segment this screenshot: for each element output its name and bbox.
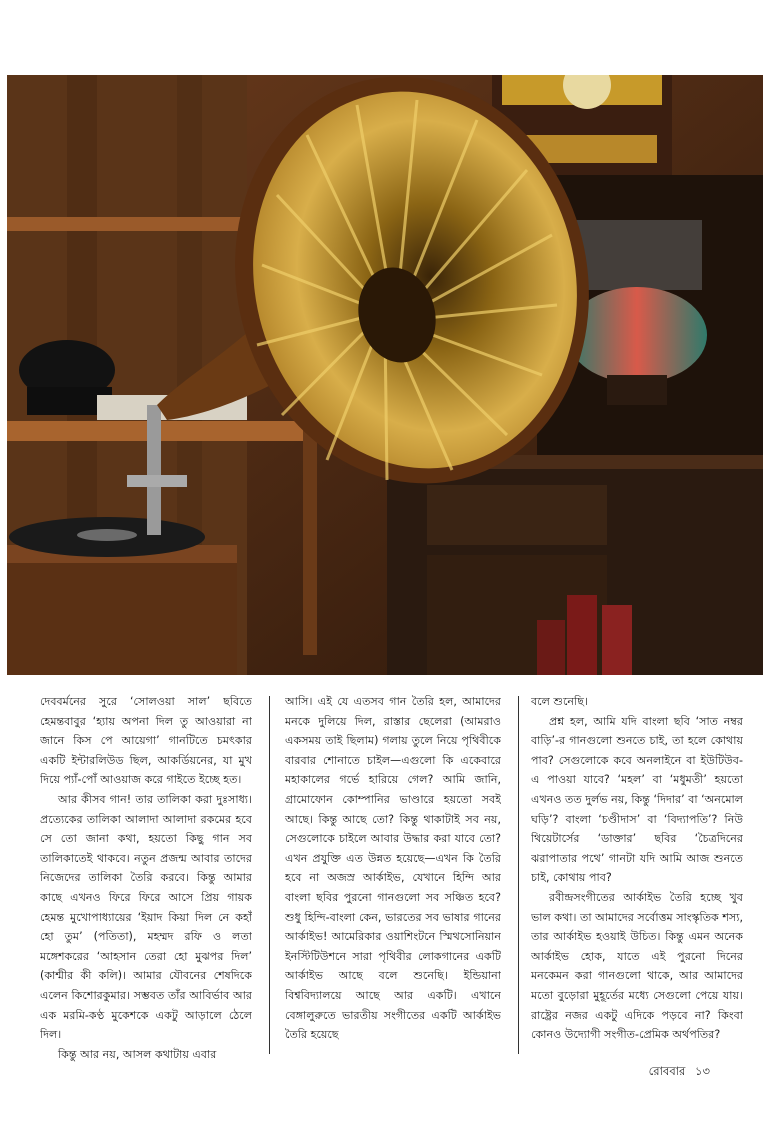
column-divider <box>269 696 270 1054</box>
paragraph: প্রশ্ন হল, আমি যদি বাংলা ছবি ‘সাত নম্বর বাড়ি’-র গানগুলো শুনতে চাই, তা হলে কোথায় পাব? সেগুলোকে কবে অনলাইনে বা ইউটিউব-এ পাওয়া যাবে? ‘মহল’ বা ‘মধুমতী’ হয়তো এখনও তত দুর্লভ নয়, কিন্তু ‘দিদার’ বা ‘অনমোল ঘড়ি’? বাংলা ‘চণ্ডীদাস’ বা ‘বিদ্যাপতি’? নিউ থিয়েটার্সের ‘ডাক্তার’ ছবির ‘চৈত্রদিনের ঝরাপাতার পথে’ গানটা যদি আমি আজ শুনতে চাই, কোথায় পাব? <box>531 714 743 885</box>
gramophone-photo <box>7 75 763 675</box>
column-divider <box>518 696 519 1054</box>
paragraph: আসি। এই যে এতসব গান তৈরি হল, আমাদের মনকে দুলিয়ে দিল, রাস্তার ছেলেরা (আমরাও একসময় তাই ছিলাম) গলায় তুলে নিয়ে পৃথিবীকে বারবার শোনাতে চাইল—এগুলো কি একেবারে মহাকালের গর্ভে হারিয়ে গেল? আমি জানি, গ্রামোফোন কোম্পানির ভাণ্ডারে হয়তো সবই আছে। কিন্তু আছে তো? কিন্তু থাকাটাই সব নয়, সেগুলোকে চাইলে আবার উদ্ধার করা যাবে তো? এখন প্রযুক্তি এত উন্নত হয়েছে—এখন কি তৈরি হবে না অজস্র আর্কাইভ, যেখানে হিন্দি আর বাংলা ছবির পুরনো গানগুলো সব সঞ্চিত হবে? শুধু হিন্দি-বাংলা কেন, ভারতের সব ভাষার গানের আর্কাইভ! আমেরিকার ওয়াশিংটনে স্মিথসোনিয়ান ইনস্টিটিউশনে সারা পৃথিবীর লোকগানের একটি আর্কাইভ আছে বলে শুনেছি। ইন্ডিয়ানা বিশ্ববিদ্যালয়ে আছে আর একটি। এখানে বেঙ্গালুরুতে ভারতীয় সংগীতের একটি আর্কাইভ তৈরি হয়েছে <box>285 695 501 1042</box>
article-column-2 <box>285 692 501 1062</box>
paragraph: কিন্তু আর নয়, আসল কথাটায় এবার <box>58 1047 217 1061</box>
article-column-3 <box>531 692 743 1062</box>
paragraph: বলে শুনেছি। <box>531 695 588 708</box>
article-column-1 <box>40 692 252 1062</box>
article-body <box>40 692 760 1062</box>
paragraph: রবীন্দ্রসংগীতের আর্কাইভ তৈরি হচ্ছে খুব ভাল কথা। তা আমাদের সর্বোত্তম সাংস্কৃতিক শস্য, তার আর্কাইভ হওয়াই উচিত। কিন্তু এমন অনেক আর্কাইভ হোক, যাতে এই পুরনো দিনের মনকেমন করা গানগুলো থাকে, আর আমাদের মতো বুড়োরা মুহূর্তের মধ্যে সেগুলো পেয়ে যায়। রাষ্ট্রের নজর একটু এদিকে পড়বে না? কিংবা কোনও উদ্যোগী সংগীত-প্রেমিক অর্থপতির? <box>531 890 743 1042</box>
paragraph: আর কীসব গান! তার তালিকা করা দুঃসাধ্য। প্রত্যেকের তালিকা আলাদা আলাদা রকমের হবে সে তো জানা কথা, হয়তো কিছু গান সব তালিকাতেই থাকবে। নতুন প্রজন্ম আবার তাদের নিজেদের তালিকা তৈরি করবে। কিন্তু আমার কাছে এখনও ফিরে ফিরে আসে প্রিয় গায়ক হেমন্ত মুখোপাধ্যায়ের ‘ইয়াদ কিয়া দিল নে কহাঁ হো তুম’ (পতিতা), মহম্মদ রফি ও লতা মঙ্গেশকরের ‘আহসান তেরা হো মুঝপর দিল’ (কাশ্মীর কী কলি)। আমার যৌবনের শেষদিকে এলেন কিশোরকুমার। সম্ভবত তাঁর আবির্ভাব আর এক মরমি-কণ্ঠ মুকেশকে একটু আড়ালে ঠেলে দিল। <box>40 792 252 1042</box>
magazine-name: রোববার <box>648 1064 686 1078</box>
page-number: ১৩ <box>695 1064 710 1078</box>
page-footer <box>600 1063 710 1082</box>
paragraph: দেববর্মনের সুরে ‘সোলওয়া সাল’ ছবিতে হেমন্তবাবুর ‘হ্যায় অপনা দিল তু আওয়ারা না জানে কিস পে আয়েগা’ গানটিতে চমৎকার একটি ইন্টারলিউড ছিল, আকর্ডিয়নের, যা মুখ দিয়ে প্যাঁ-পোঁ আওয়াজ করে গাইতে ইচ্ছে হত। <box>40 695 252 787</box>
